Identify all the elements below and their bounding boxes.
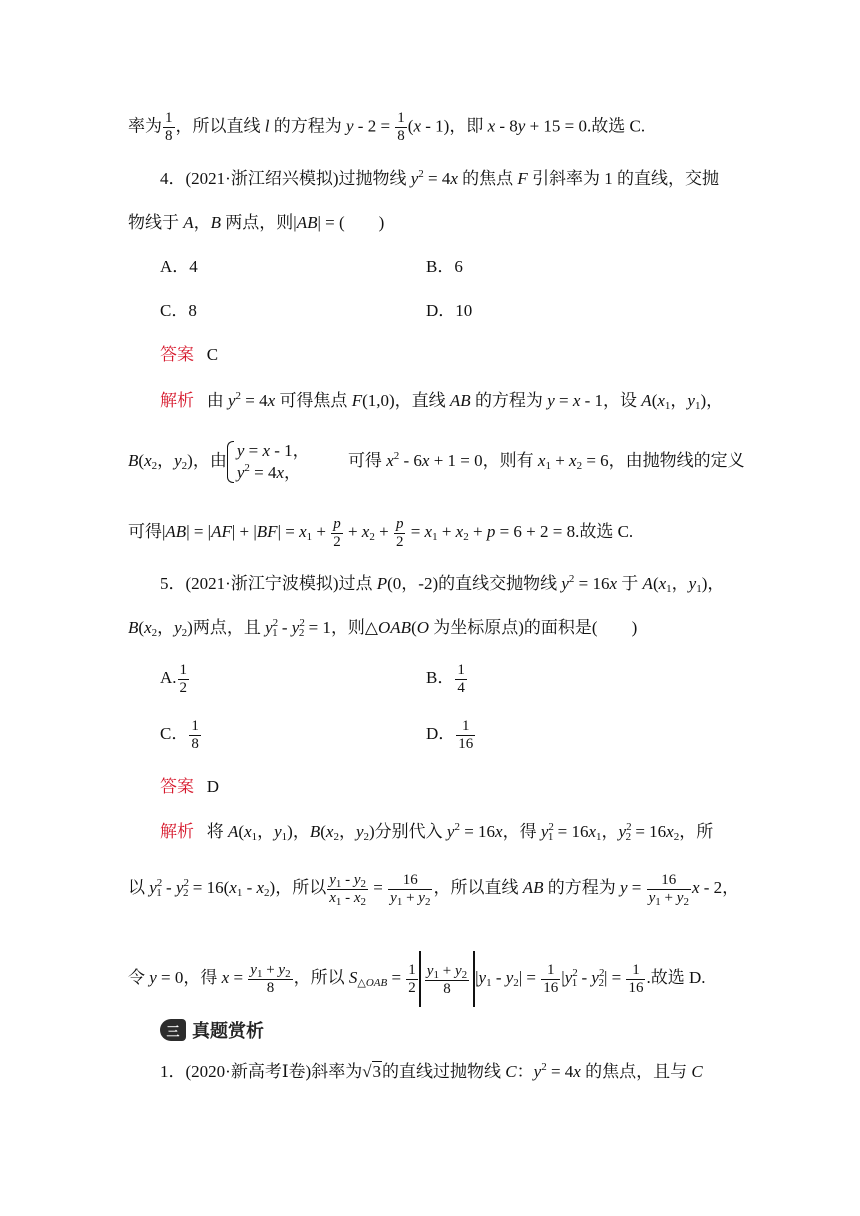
question-1-line1: 1．(2020·新高考Ⅰ卷)斜率为√3的直线过抛物线 C：$y^2 = 4x$ 的焦点，且与 C xyxy=(160,1061,703,1081)
fraction: $\frac{1}{2}$ xyxy=(179,661,188,696)
fraction: $\frac{y_1 + y_2}{8}$ xyxy=(250,961,291,996)
option-d: D．10 xyxy=(426,301,473,320)
section-number-icon: 三 xyxy=(160,1019,186,1041)
fraction: $\frac{p}{2}$ xyxy=(395,515,404,550)
answer-label: 答案 xyxy=(160,777,194,796)
fraction: $\frac{y_1 - y_2}{x_1 - x_2}$ xyxy=(329,871,367,908)
absolute-value: $\frac{y_1 + y_2}{8}$ xyxy=(419,951,475,1007)
question-4-line1: 4．(2021·浙江绍兴模拟)过抛物线 $y^2 = 4x$ 的焦点 F 引斜率为 1 的直线，交抛 xyxy=(160,168,720,188)
fraction: $\frac{1}{2}$ xyxy=(408,961,416,996)
option-c: C．8 xyxy=(160,301,197,320)
square-root: √3 xyxy=(362,1062,382,1081)
option-a: A．4 xyxy=(160,257,198,276)
solution-line2: 以 $y^2_1 - y^2_2 = 16(x_1 - x_2)$，所以 $\frac{y_1 - y_2}{x_1 - x_2}$ = $\frac{16}{y_1 + y_2}$ ，所以直线 AB 的方程为 y = $\frac{16}{y_1 + y_2}$ x - 2， xyxy=(128,871,740,908)
answer-line xyxy=(160,345,218,365)
fraction: $\frac{1}{16}$ xyxy=(458,717,474,752)
question-5-line2: $B(x_2$，$y_2$)两点，且 $y^2_1 - y^2_2 = 1$，则△OAB(O 为坐标原点)的面积是( ) xyxy=(128,617,638,639)
question-4-line2: 物线于 A，B 两点，则|AB| = ( ) xyxy=(128,213,385,232)
option-c: C． $\frac{1}{8}$ xyxy=(160,717,199,752)
question-5-line1: 5．(2021·浙江宁波模拟)过点 P(0，-2)的直线交抛物线 $y^2 = 16x$ 于 $A(x_1$，$y_1$)， xyxy=(160,573,725,595)
solution-line3: 可得$|AB| = |AF| + |BF| = x_1$ + $\frac{p}{2}$ + $x_2$ + $\frac{p}{2}$ = $x_1 + x_2 + p = 6 + 2 = 8$.故选 C. xyxy=(128,515,634,550)
fraction: $\frac{1}{8}$ xyxy=(165,110,173,144)
fraction: $\frac{1}{8}$ xyxy=(397,110,405,144)
section-banner xyxy=(160,1017,264,1043)
solution-label: 解析 xyxy=(160,391,194,410)
solution-label: 解析 xyxy=(160,822,194,841)
fraction: $\frac{1}{4}$ xyxy=(457,661,465,696)
option-b: B．6 xyxy=(426,257,463,276)
solution-line1: 解析 由 $y^2 = 4x$ 可得焦点 F(1,0)，直线 AB 的方程为 y = x - 1，设 $A(x_1$，$y_1$)， xyxy=(160,390,724,412)
fraction: $\frac{1}{16}$ xyxy=(628,961,644,996)
solution-line3: 令 y = 0，得 x = $\frac{y_1 + y_2}{8}$ ，所以 $S_{\triangle OAB}$ = $\frac{1}{2}$ $\frac{y_1 + y_2}{8}$ $|y_1 - y_2|$ = $\frac{1}{16}$ $|y^2_1 - y^2_2|$ = $\frac{1}{16}$ .故选 D. xyxy=(128,950,705,1007)
answer-value: C xyxy=(206,345,219,364)
option-d: D． $\frac{1}{16}$ xyxy=(426,717,474,752)
solution-line1: 解析 将 $A(x_1$，$y_1$)，$B(x_2$，$y_2$)分别代入 $y^2 = 16x$，得 $y^2_1 = 16x_1$，$y^2_2 = 16x_2$，所 xyxy=(160,821,714,843)
fraction: $\frac{16}{y_1 + y_2}$ xyxy=(648,871,689,908)
answer-line xyxy=(160,777,219,797)
fraction: $\frac{16}{y_1 + y_2}$ xyxy=(390,871,431,908)
answer-value: D xyxy=(206,777,220,796)
answer-label: 答案 xyxy=(160,345,194,364)
solution-line2: $B(x_2$，$y_2$)，由 y = x - 1， $y^2 = 4x$， 可得 $x^2 - 6x + 1 = 0$，则有 $x_1 + x_2 = 6$，由抛物线的定义 xyxy=(128,441,745,483)
text-line: 率为 $\frac{1}{8}$ ，所以直线 l 的方程为 y - 2 = $\frac{1}{8}$ (x - 1)，即 x - 8y + 15 = 0.故选 C. xyxy=(128,110,646,144)
section-title: 真题赏析 xyxy=(192,1021,264,1041)
equation-system: y = x - 1， $y^2 = 4x$， xyxy=(227,440,310,484)
fraction: $\frac{1}{8}$ xyxy=(191,717,199,752)
option-a: A. $\frac{1}{2}$ xyxy=(160,661,188,696)
fraction: $\frac{1}{16}$ xyxy=(543,961,559,996)
option-b: B． $\frac{1}{4}$ xyxy=(426,661,465,696)
fraction: $\frac{p}{2}$ xyxy=(333,515,341,550)
